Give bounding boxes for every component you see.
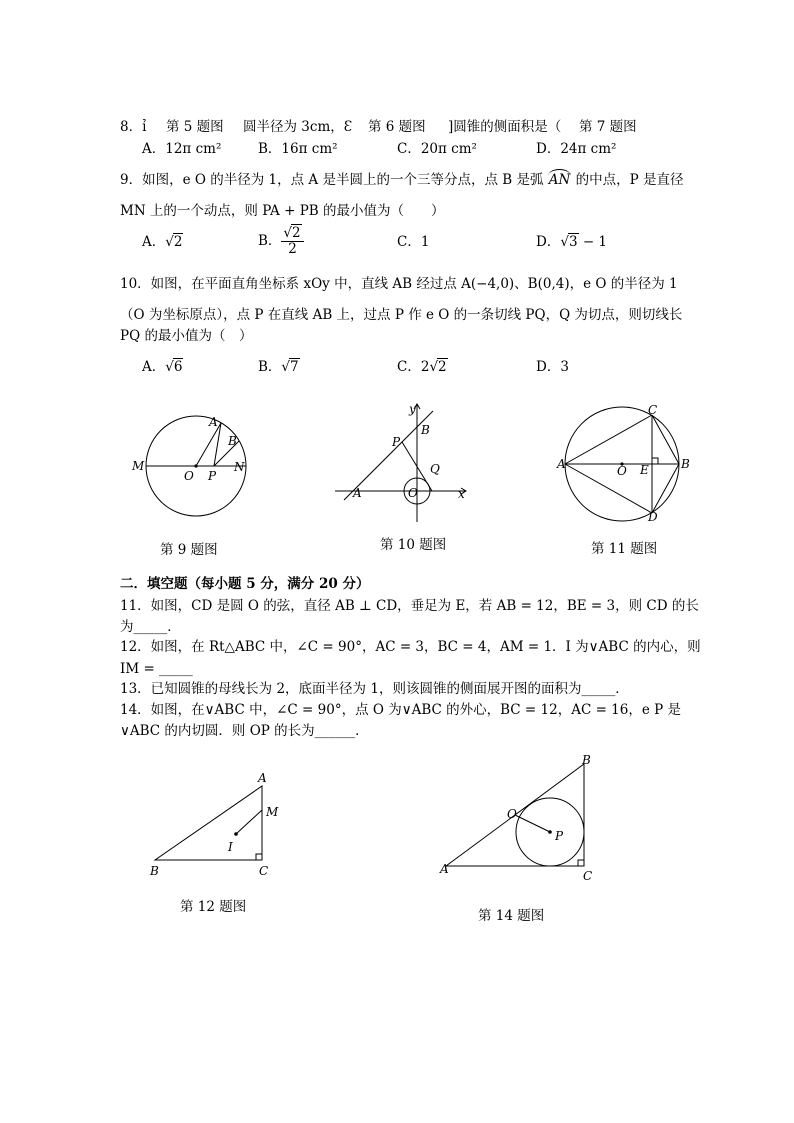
option-label: B． bbox=[258, 359, 282, 375]
q14-line-2: ∨ABC 的内切圆．则 OP 的长为______． bbox=[120, 723, 369, 739]
option-label: C． bbox=[397, 234, 421, 250]
label-a: A bbox=[440, 862, 449, 876]
option-value: 1 bbox=[420, 234, 430, 250]
q12-line-1: 12．如图，在 Rt△ABC 中，∠C = 90°，AC = 3，BC = 4，AM = 1．I 为∨ABC 的内心，则 bbox=[120, 639, 701, 655]
radical-sign: √ bbox=[560, 234, 569, 250]
segment-cb bbox=[652, 415, 679, 464]
radical-sign: √ bbox=[283, 225, 293, 241]
label-d: D bbox=[648, 510, 658, 524]
q8-option-c: C．20π cm² bbox=[397, 141, 477, 157]
q8-option-b: B．16π cm² bbox=[258, 141, 338, 157]
q9-stem-text-a: 9．如图，e O 的半径为 1，点 A 是半圆上的一个三等分点，点 B 是弧 bbox=[120, 172, 548, 188]
center-point bbox=[194, 464, 197, 467]
label-e: E bbox=[640, 463, 649, 477]
q10-stem-line-1: 10．如图，在平面直角坐标系 xOy 中，直线 AB 经过点 A(−4,0)、B(0,4)，e O 的半径为 1 bbox=[120, 276, 678, 292]
option-label: B． bbox=[258, 233, 282, 249]
fig10-caption: 第 10 题图 bbox=[380, 537, 447, 553]
radical-sign: √ bbox=[165, 234, 174, 250]
radicand: 3 bbox=[568, 234, 578, 250]
q8-stem-fragment-1: 圆半径为 3cm，Ɛ bbox=[243, 119, 353, 135]
option-label: D． bbox=[536, 359, 561, 375]
label-b: B bbox=[681, 457, 690, 471]
q8-number: 8．ỉ bbox=[120, 119, 147, 135]
label-o: O bbox=[184, 469, 194, 483]
radicand: 2 bbox=[438, 359, 447, 375]
option-label: A． bbox=[142, 234, 166, 250]
right-angle-mark bbox=[652, 458, 658, 464]
label-p: P bbox=[208, 469, 217, 483]
fraction-denominator: 2 bbox=[288, 241, 297, 257]
q7-figure-caption: 第 7 题图 bbox=[579, 119, 637, 135]
q12-line-2: IM = _____ bbox=[120, 661, 193, 677]
segment-ac bbox=[565, 415, 652, 464]
section-2-heading: 二．填空题（每小题 5 分，满分 20 分） bbox=[120, 576, 370, 592]
label-m: M bbox=[266, 805, 279, 819]
coefficient: 2 bbox=[420, 359, 430, 375]
radicand: 2 bbox=[292, 225, 301, 241]
label-q: Q bbox=[430, 462, 440, 476]
segment-ad bbox=[565, 464, 652, 513]
figure-9 bbox=[131, 415, 246, 516]
q9-arc-an: AN bbox=[548, 172, 571, 188]
fig14-caption: 第 14 题图 bbox=[478, 908, 545, 924]
radicand: 6 bbox=[173, 359, 183, 375]
label-a: A bbox=[557, 457, 566, 471]
option-label: D． bbox=[536, 234, 561, 250]
q14-line-1: 14．如图，在∨ABC 中，∠C = 90°，点 O 为∨ABC 的外心，BC = 12，AC = 16，e P 是 bbox=[120, 702, 682, 718]
segment-im bbox=[236, 810, 262, 834]
segment-op bbox=[515, 815, 550, 832]
figure-11 bbox=[556, 403, 690, 524]
figure-10 bbox=[335, 402, 466, 522]
label-b: B bbox=[228, 434, 237, 448]
fig9-caption: 第 9 题图 bbox=[160, 542, 218, 558]
incenter-point bbox=[548, 830, 552, 834]
q11-line-2: 为_____． bbox=[120, 619, 181, 635]
q9-stem-line-2: MN 上的一个动点，则 PA + PB 的最小值为（ ） bbox=[120, 203, 445, 219]
triangle-abc bbox=[155, 786, 262, 860]
fig12-caption: 第 12 题图 bbox=[180, 899, 247, 915]
option-suffix: − 1 bbox=[578, 234, 608, 250]
radicand: 2 bbox=[173, 234, 183, 250]
q8-stem-fragment-2: ]圆锥的侧面积是（ bbox=[448, 119, 562, 135]
label-c: C bbox=[648, 403, 658, 417]
label-a: A bbox=[209, 415, 218, 429]
label-b: B bbox=[582, 753, 591, 767]
radical-sign: √ bbox=[429, 359, 439, 375]
radical-sign: √ bbox=[281, 359, 291, 375]
q10-stem-line-3: PQ 的最小值为（ ） bbox=[120, 328, 253, 344]
q10-stem-line-2: （O 为坐标原点），点 P 在直线 AB 上，过点 P 作 e O 的一条切线 PQ，Q 为切点，则切线长 bbox=[120, 307, 683, 323]
figure-14 bbox=[439, 753, 592, 883]
label-a: A bbox=[353, 486, 362, 500]
label-m: M bbox=[132, 459, 145, 473]
label-p: P bbox=[392, 435, 401, 449]
label-y: y bbox=[409, 402, 416, 416]
right-angle-mark bbox=[578, 860, 584, 866]
label-x: x bbox=[458, 487, 465, 501]
label-i: I bbox=[228, 840, 233, 854]
label-b: B bbox=[421, 423, 430, 437]
q9-stem-text-b: 的中点，P 是直径 bbox=[571, 172, 684, 188]
label-b: B bbox=[150, 864, 159, 878]
fig11-caption: 第 11 题图 bbox=[591, 541, 658, 557]
label-o: O bbox=[408, 486, 418, 500]
q11-line-1: 11．如图，CD 是圆 O 的弦，直径 AB ⊥ CD，垂足为 E，若 AB = 12，BE = 3，则 CD 的长 bbox=[120, 598, 699, 614]
label-c: C bbox=[583, 869, 593, 883]
option-label: A． bbox=[142, 359, 166, 375]
option-value: 3 bbox=[560, 359, 569, 375]
radicand: 7 bbox=[290, 359, 299, 375]
label-p: P bbox=[555, 829, 564, 843]
option-label: C． bbox=[397, 359, 421, 375]
figure-12 bbox=[149, 771, 279, 878]
label-o: O bbox=[617, 464, 627, 478]
segment-db bbox=[652, 464, 679, 513]
radical-sign: √ bbox=[165, 359, 174, 375]
q6-figure-caption: 第 6 题图 bbox=[368, 119, 426, 135]
label-c: C bbox=[259, 864, 269, 878]
q13-line-1: 13．已知圆锥的母线长为 2，底面半径为 1，则该圆锥的侧面展开图的面积为_____． bbox=[120, 681, 629, 697]
right-angle-mark bbox=[256, 854, 262, 860]
label-a: A bbox=[258, 771, 267, 785]
label-n: N bbox=[234, 460, 245, 474]
label-o: O bbox=[507, 807, 517, 821]
q8-option-d: D．24π cm² bbox=[536, 141, 617, 157]
q8-option-a: A．12π cm² bbox=[142, 141, 222, 157]
q5-figure-caption: 第 5 题图 bbox=[166, 119, 224, 135]
incenter-point bbox=[234, 832, 238, 836]
